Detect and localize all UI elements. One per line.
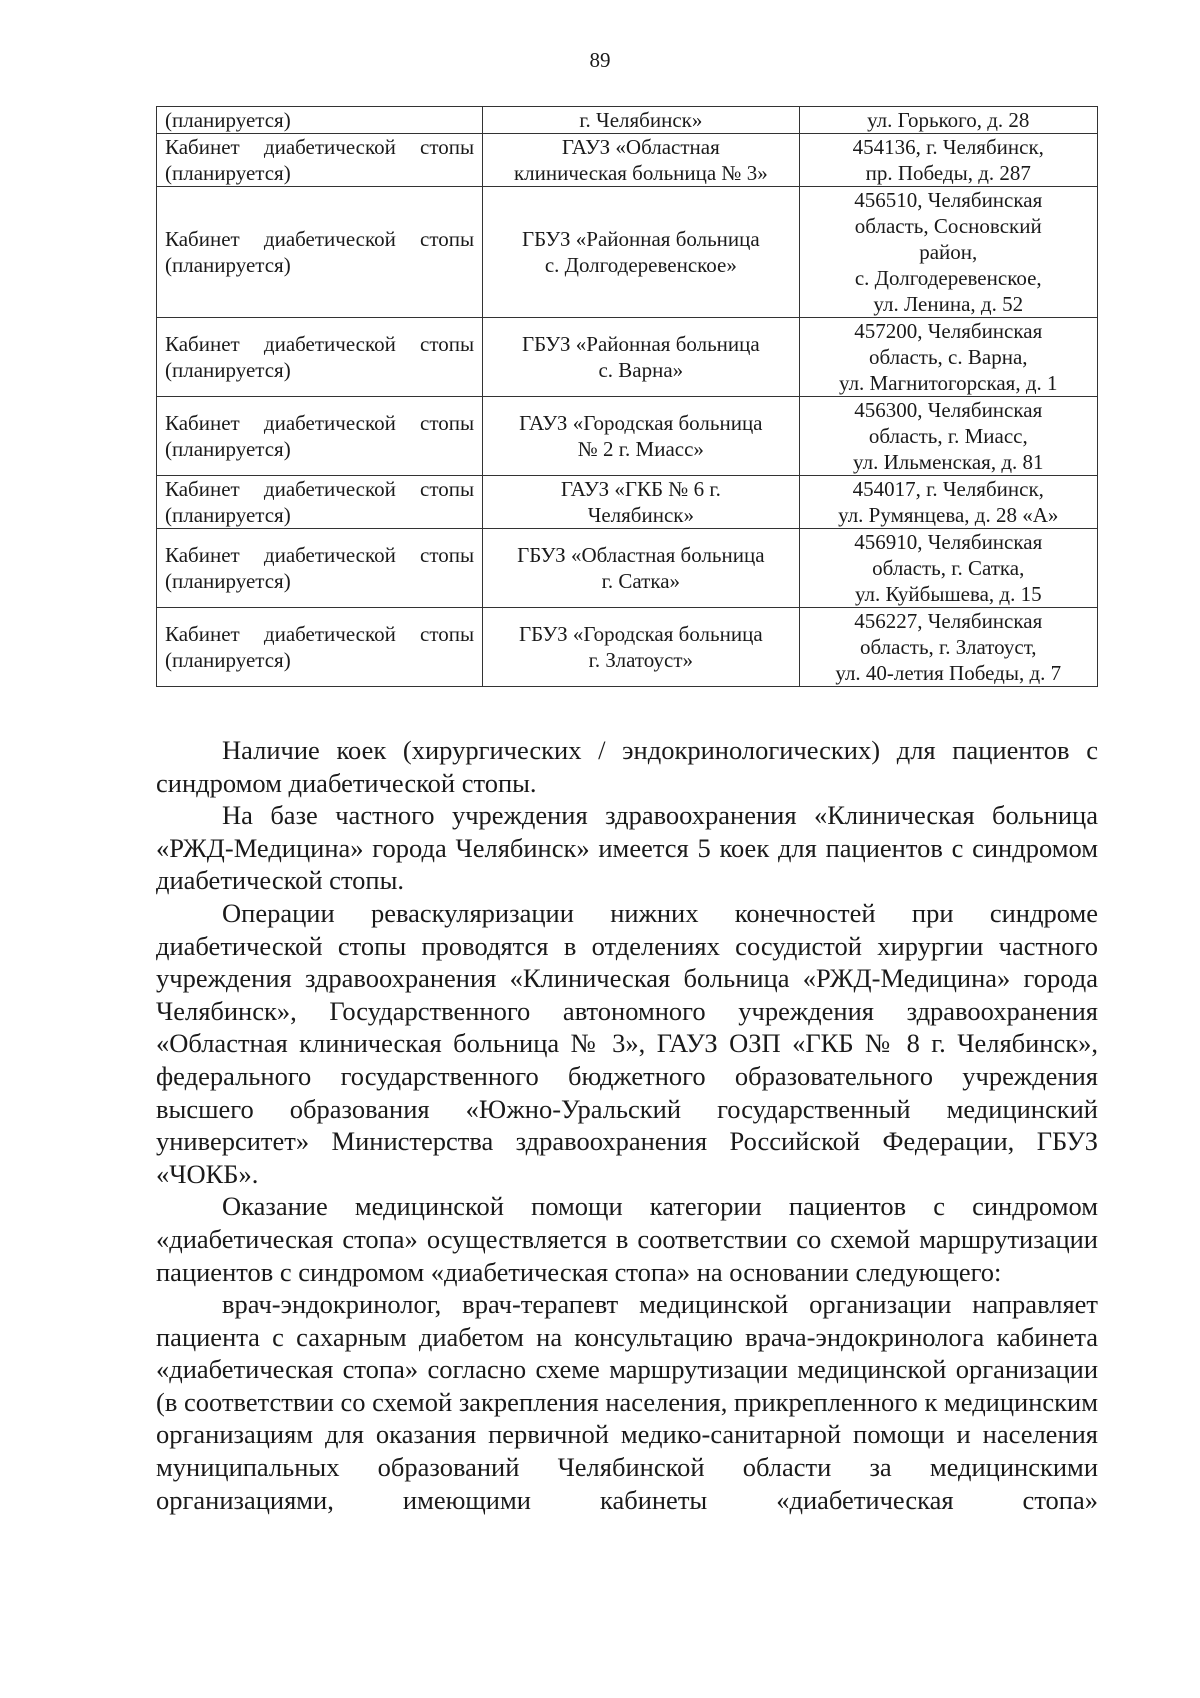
cell-line: Кабинет диабетической стопы [165, 332, 475, 356]
cell-line: ул. Куйбышева, д. 15 [854, 582, 1042, 606]
cell-line: (планируется) [165, 253, 291, 277]
kind-cell [157, 397, 483, 476]
cell-line: (планируется) [165, 503, 291, 527]
cell-line: (планируется) [165, 358, 291, 382]
cell-line: Кабинет диабетической стопы [165, 543, 475, 567]
table-row [157, 608, 1098, 687]
cell-line: (планируется) [165, 569, 291, 593]
address-cell [799, 134, 1097, 187]
cell-line: Кабинет диабетической стопы [165, 477, 475, 501]
cell-line: (планируется) [165, 108, 291, 132]
cell-line: район, [919, 240, 978, 264]
address-cell [799, 476, 1097, 529]
cell-line: (планируется) [165, 437, 291, 461]
cell-line: (планируется) [165, 161, 291, 185]
table-row [157, 476, 1098, 529]
cell-line: Кабинет диабетической стопы [165, 411, 475, 435]
body-text [156, 734, 1098, 1516]
institution-cell [483, 134, 799, 187]
facilities-table [156, 106, 1098, 687]
cell-line: область, г. Сатка, [872, 556, 1025, 580]
institution-cell [483, 476, 799, 529]
kind-cell [157, 187, 483, 318]
cell-line: ул. Ильменская, д. 81 [853, 450, 1044, 474]
cell-line: 457200, Челябинская [854, 319, 1043, 343]
cell-line: г. Златоуст» [588, 648, 693, 672]
table-row [157, 318, 1098, 397]
cell-line: Челябинск» [587, 503, 694, 527]
cell-line: ул. Горького, д. 28 [867, 108, 1030, 132]
institution-cell [483, 107, 799, 134]
cell-line: 456300, Челябинская [854, 398, 1043, 422]
paragraph: Операции реваскуляризации нижних конечностей при синдроме диабетической стопы проводятся в отделениях сосудистой хирургии частного учреждения здравоохранения «Клиническая больница «РЖД-Медицина» города Челябинск», Государственного автономного учреждения здравоохранения «Областная клиническая больница № 3», ГАУЗ ОЗП «ГКБ № 8 г. Челябинск», федерального государственного бюджетного образовательного учреждения высшего образования «Южно-Уральский государственный медицинский университет» Министерства здравоохранения Российской Федерации, ГБУЗ «ЧОКБ». [156, 897, 1098, 1189]
kind-cell [157, 107, 483, 134]
cell-line: с. Долгодеревенское» [544, 253, 737, 277]
cell-line: ГАУЗ «Областная [561, 135, 720, 159]
address-cell [799, 187, 1097, 318]
paragraph: Наличие коек (хирургических / эндокринологических) для пациентов с синдромом диабетической стопы. [156, 735, 1098, 798]
cell-line: ГБУЗ «Районная больница [521, 332, 760, 356]
cell-line: ГБУЗ «Районная больница [521, 227, 760, 251]
address-cell [799, 107, 1097, 134]
cell-line: г. Челябинск» [579, 108, 703, 132]
table-row [157, 397, 1098, 476]
cell-line: ГБУЗ «Городская больница [519, 622, 763, 646]
cell-line: ул. Ленина, д. 52 [873, 292, 1024, 316]
institution-cell [483, 529, 799, 608]
paragraph: врач-эндокринолог, врач-терапевт медицинской организации направляет пациента с сахарным диабетом на консультацию врача-эндокринолога кабинета «диабетическая стопа» согласно схеме маршрутизации медицинской организации (в соответствии со схемой закрепления населения, прикрепленного к медицинским организациям для оказания первичной медико-санитарной помощи и населения муниципальных образований Челябинской области за медицинскими организациями, имеющими кабинеты «диабетическая стопа» [156, 1289, 1098, 1515]
cell-line: ГАУЗ «Городская больница [519, 411, 763, 435]
cell-line: г. Сатка» [601, 569, 681, 593]
address-cell [799, 608, 1097, 687]
address-cell [799, 529, 1097, 608]
paragraph: На базе частного учреждения здравоохранения «Клиническая больница «РЖД-Медицина» города Челябинск» имеется 5 коек для пациентов с синдромом диабетической стопы. [156, 800, 1098, 896]
cell-line: 454017, г. Челябинск, [852, 477, 1044, 501]
cell-line: 456510, Челябинская [854, 188, 1043, 212]
institution-cell [483, 397, 799, 476]
page-number: 89 [589, 48, 611, 72]
kind-cell [157, 529, 483, 608]
cell-line: 454136, г. Челябинск, [852, 135, 1044, 159]
cell-line: (планируется) [165, 648, 291, 672]
cell-line: пр. Победы, д. 287 [865, 161, 1031, 185]
kind-cell [157, 608, 483, 687]
cell-line: область, с. Варна, [869, 345, 1028, 369]
address-cell [799, 397, 1097, 476]
cell-line: 456910, Челябинская [854, 530, 1043, 554]
paragraph: Оказание медицинской помощи категории пациентов с синдромом «диабетическая стопа» осуществляется в соответствии со схемой маршрутизации пациентов с синдромом «диабетическая стопа» на основании следующего: [156, 1191, 1098, 1287]
cell-line: № 2 г. Миасс» [577, 437, 704, 461]
table-row [157, 134, 1098, 187]
cell-line: с. Варна» [598, 358, 684, 382]
cell-line: область, Сосновский [854, 214, 1042, 238]
cell-line: ул. 40-летия Победы, д. 7 [835, 661, 1062, 685]
cell-line: клиническая больница № 3» [513, 161, 768, 185]
kind-cell [157, 476, 483, 529]
cell-line: ГАУЗ «ГКБ № 6 г. [560, 477, 721, 501]
cell-line: область, г. Златоуст, [859, 635, 1037, 659]
kind-cell [157, 134, 483, 187]
kind-cell [157, 318, 483, 397]
cell-line: ГБУЗ «Областная больница [517, 543, 765, 567]
cell-line: с. Долгодеревенское, [854, 266, 1042, 290]
address-cell [799, 318, 1097, 397]
table-row [157, 107, 1098, 134]
cell-line: Кабинет диабетической стопы [165, 135, 475, 159]
table-row [157, 187, 1098, 318]
cell-line: Кабинет диабетической стопы [165, 227, 475, 251]
cell-line: Кабинет диабетической стопы [165, 622, 475, 646]
cell-line: область, г. Миасс, [868, 424, 1028, 448]
cell-line: 456227, Челябинская [854, 609, 1043, 633]
cell-line: ул. Румянцева, д. 28 «А» [838, 503, 1059, 527]
institution-cell [483, 318, 799, 397]
cell-line: ул. Магнитогорская, д. 1 [839, 371, 1058, 395]
institution-cell [483, 608, 799, 687]
institution-cell [483, 187, 799, 318]
table-row [157, 529, 1098, 608]
